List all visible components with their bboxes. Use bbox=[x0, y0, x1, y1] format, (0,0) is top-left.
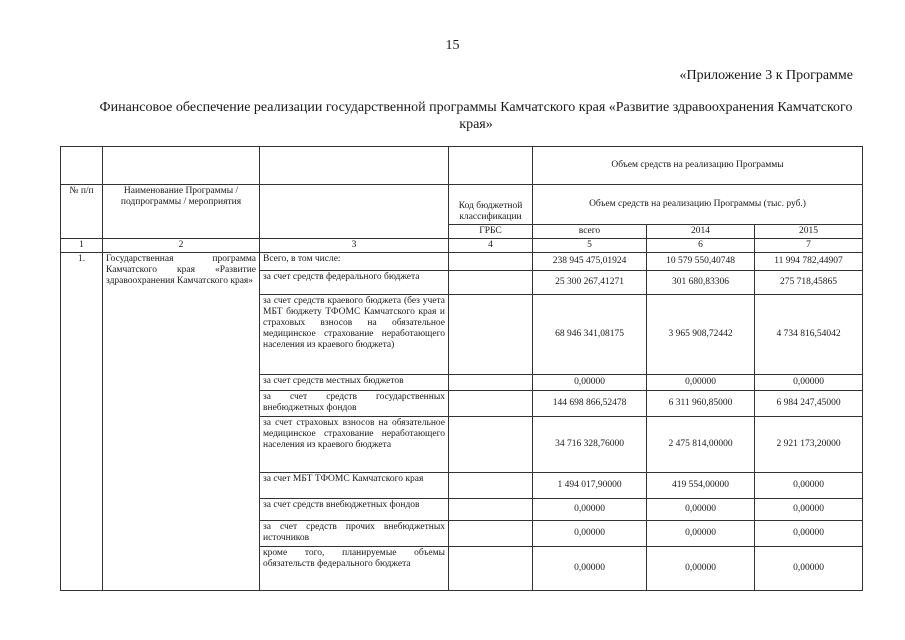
header-total: всего bbox=[533, 225, 647, 239]
amount-2014: 301 680,83306 bbox=[647, 271, 755, 295]
amount-2015: 0,00000 bbox=[755, 547, 863, 591]
amount-2015: 0,00000 bbox=[755, 473, 863, 499]
funding-source: за счет средств прочих внебюджетных источников bbox=[260, 521, 449, 547]
amount-total: 0,00000 bbox=[533, 521, 647, 547]
amount-2015: 11 994 782,44907 bbox=[755, 253, 863, 271]
column-number: 1 bbox=[61, 239, 103, 253]
column-number: 7 bbox=[755, 239, 863, 253]
column-number: 2 bbox=[103, 239, 260, 253]
amount-2014: 3 965 908,72442 bbox=[647, 295, 755, 375]
amount-total: 68 946 341,08175 bbox=[533, 295, 647, 375]
funding-source: за счет средств местных бюджетов bbox=[260, 375, 449, 391]
grbs-code bbox=[449, 375, 533, 391]
funding-source: за счет страховых взносов на обязательное медицинское страхование неработающего населения из краевого бюджета bbox=[260, 417, 449, 473]
amount-2015: 275 718,45865 bbox=[755, 271, 863, 295]
amount-2014: 419 554,00000 bbox=[647, 473, 755, 499]
funding-source: кроме того, планируемые объемы обязательств федерального бюджета bbox=[260, 547, 449, 591]
grbs-code bbox=[449, 295, 533, 375]
page-number: 15 bbox=[445, 38, 460, 53]
funding-source: за счет средств государственных внебюджетных фондов bbox=[260, 391, 449, 417]
grbs-code bbox=[449, 253, 533, 271]
grbs-code bbox=[449, 271, 533, 295]
amount-total: 238 945 475,01924 bbox=[533, 253, 647, 271]
amount-2014: 2 475 814,00000 bbox=[647, 417, 755, 473]
header-code: Код бюджетной классификации bbox=[449, 185, 533, 225]
amount-total: 0,00000 bbox=[533, 375, 647, 391]
financing-table bbox=[60, 146, 863, 591]
amount-2015: 0,00000 bbox=[755, 521, 863, 547]
amount-2014: 0,00000 bbox=[647, 521, 755, 547]
amount-total: 0,00000 bbox=[533, 547, 647, 591]
document-title: Финансовое обеспечение реализации государственной программы Камчатского края «Развитие здравоохранения Камчатского края» bbox=[99, 100, 853, 132]
amount-2015: 2 921 173,20000 bbox=[755, 417, 863, 473]
grbs-code bbox=[449, 521, 533, 547]
amount-total: 25 300 267,41271 bbox=[533, 271, 647, 295]
amount-total: 1 494 017,90000 bbox=[533, 473, 647, 499]
header-name: Наименование Программы / подпрограммы / мероприятия bbox=[103, 185, 260, 239]
amount-2014: 0,00000 bbox=[647, 499, 755, 521]
amount-total: 144 698 866,52478 bbox=[533, 391, 647, 417]
header-no: № п/п bbox=[61, 185, 103, 239]
funding-source: за счет средств федерального бюджета bbox=[260, 271, 449, 295]
amount-2014: 0,00000 bbox=[647, 375, 755, 391]
grbs-code bbox=[449, 391, 533, 417]
amount-2015: 0,00000 bbox=[755, 499, 863, 521]
header-cell-empty bbox=[449, 147, 533, 185]
grbs-code bbox=[449, 499, 533, 521]
program-number: 1. bbox=[61, 253, 103, 591]
header-cell-empty bbox=[260, 147, 449, 185]
funding-source: за счет средств краевого бюджета (без учета МБТ бюджету ТФОМС Камчатского края и страховых взносов на обязательное медицинское страхование неработающего населения из краевого бюджета) bbox=[260, 295, 449, 375]
header-volume: Объем средств на реализацию Программы (тыс. руб.) bbox=[533, 185, 863, 225]
header-grbs: ГРБС bbox=[449, 225, 533, 239]
amount-2014: 6 311 960,85000 bbox=[647, 391, 755, 417]
funding-source: за счет МБТ ТФОМС Камчатского края bbox=[260, 473, 449, 499]
header-year-2014: 2014 bbox=[647, 225, 755, 239]
funding-source: за счет средств внебюджетных фондов bbox=[260, 499, 449, 521]
header-year-2015: 2015 bbox=[755, 225, 863, 239]
header-cell-empty bbox=[103, 147, 260, 185]
column-number: 5 bbox=[533, 239, 647, 253]
amount-2015: 6 984 247,45000 bbox=[755, 391, 863, 417]
amount-2015: 4 734 816,54042 bbox=[755, 295, 863, 375]
amount-2014: 10 579 550,40748 bbox=[647, 253, 755, 271]
grbs-code bbox=[449, 547, 533, 591]
amount-2015: 0,00000 bbox=[755, 375, 863, 391]
grbs-code bbox=[449, 473, 533, 499]
amount-total: 34 716 328,76000 bbox=[533, 417, 647, 473]
column-number: 6 bbox=[647, 239, 755, 253]
amount-2014: 0,00000 bbox=[647, 547, 755, 591]
header-cell-empty bbox=[61, 147, 103, 185]
column-number: 4 bbox=[449, 239, 533, 253]
header-source bbox=[260, 185, 449, 239]
header-top-group: Объем средств на реализацию Программы bbox=[533, 147, 863, 185]
program-name: Государственная программа Камчатского края «Развитие здравоохранения Камчатского края» bbox=[103, 253, 260, 591]
funding-source: Всего, в том числе: bbox=[260, 253, 449, 271]
grbs-code bbox=[449, 417, 533, 473]
appendix-label: «Приложение 3 к Программе bbox=[679, 68, 853, 83]
amount-total: 0,00000 bbox=[533, 499, 647, 521]
table-row bbox=[61, 253, 863, 271]
column-number: 3 bbox=[260, 239, 449, 253]
